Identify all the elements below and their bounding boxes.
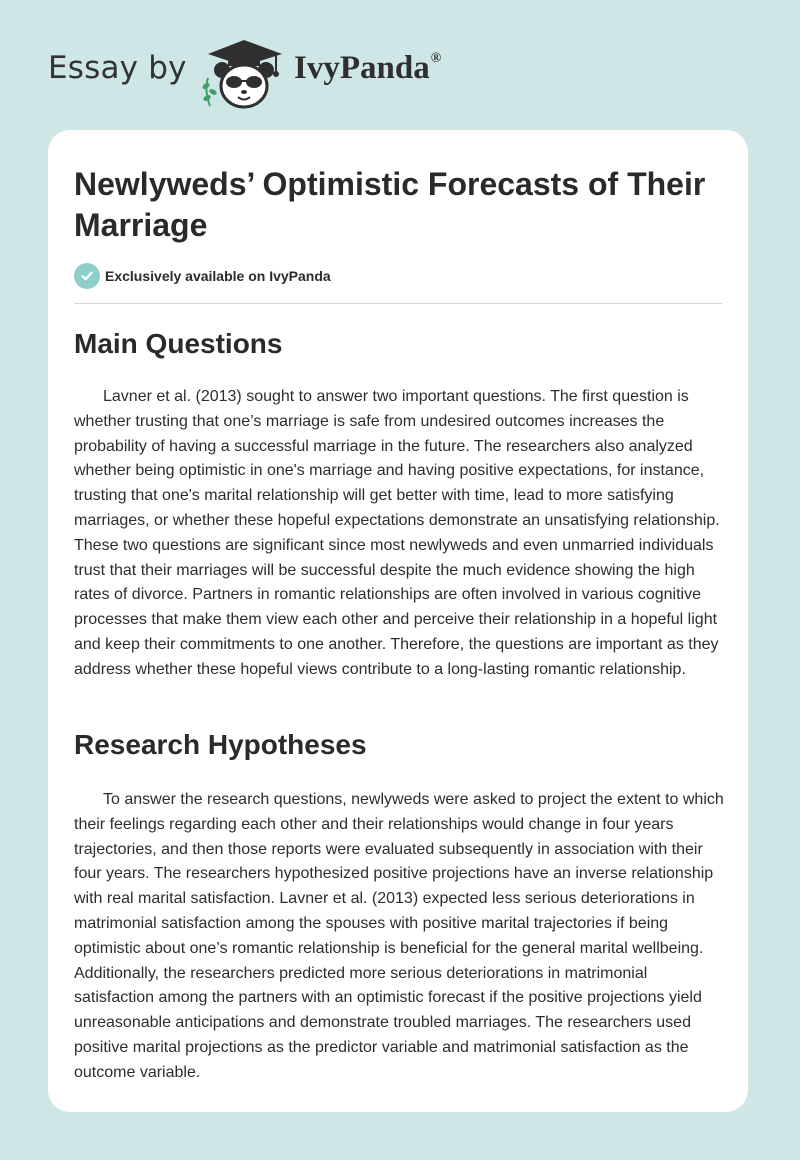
section-heading-research-hypotheses: Research Hypotheses — [74, 729, 367, 760]
exclusive-badge — [74, 263, 331, 289]
badge-label: Exclusively available on IvyPanda — [105, 268, 331, 284]
section-paragraph-main-questions: Lavner et al. (2013) sought to answer two important questions. The first question is whether trusting that one’s marriage is safe from undesired outcomes increases the probability of having a successful marriage in the future. The researchers also analyzed whether being optimistic in one's marriage and having positive expectations, for instance, trusting that one's marital relationship will get better with time, lead to more satisfying marriages, or whether these hopeful expectations demonstrate an unsatisfying relationship. These two questions are significant since most newlyweds and even unmarried individuals trust that their marriages will be successful despite the much evidence showing the high rates of divorce. Partners in romantic relationships are often involved in various cognitive processes that make them view each other and perceive their relationship in a hopeful light and keep their commitments to one another. Therefore, the questions are important as they address whether these hopeful views contribute to a long-lasting romantic relationship. — [74, 388, 720, 678]
brand-prefix: Essay by — [48, 50, 187, 86]
check-circle-icon — [74, 263, 100, 289]
divider — [74, 303, 722, 304]
site-header — [0, 0, 800, 130]
essay-card — [48, 130, 748, 1112]
section-paragraph-research-hypotheses: To answer the research questions, newlyweds were asked to project the extent to which their feelings regarding each other and their relationships would change in four years trajectories, and then those reports were evaluated subsequently in association with their four years. The researchers hypothesized positive projections have an inverse relationship with real marital satisfaction. Lavner et al. (2013) expected less serious deteriorations in matrimonial satisfaction among the spouses with positive marital trajectories if being optimistic about one’s romantic relationship is beneficial for the general marital wellbeing. Additionally, the researchers predicted more serious deteriorations in matrimonial satisfaction among the partners with an optimistic forecast if the positive projections yield unreasonable anticipations and demonstrate troubled marriages. The researchers used positive marital projections as the predictor variable and matrimonial satisfaction as the outcome variable. — [74, 791, 724, 1081]
brand-name-text: IvyPanda — [294, 50, 430, 86]
brand-name[interactable] — [294, 50, 441, 87]
section-heading-main-questions: Main Questions — [74, 328, 283, 359]
essay-title: Newlyweds’ Optimistic Forecasts of Their Marriage — [74, 166, 706, 243]
panda-graduate-logo-icon[interactable] — [198, 34, 288, 110]
registered-mark: ® — [430, 51, 442, 66]
